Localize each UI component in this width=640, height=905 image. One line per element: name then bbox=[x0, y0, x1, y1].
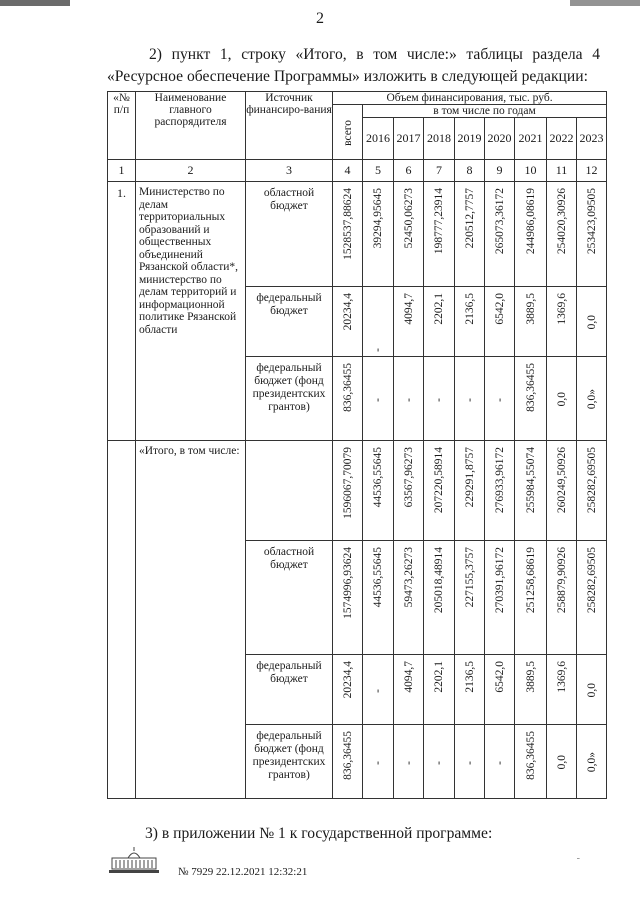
value-cell bbox=[333, 725, 363, 799]
value-cell bbox=[333, 287, 363, 357]
value-cell bbox=[455, 287, 485, 357]
value-cell bbox=[577, 541, 607, 655]
value: 258879,90926 bbox=[555, 547, 568, 614]
value-cell bbox=[485, 655, 515, 725]
value-cell bbox=[455, 541, 485, 655]
value: 3889,5 bbox=[524, 661, 537, 693]
value: 1369,6 bbox=[555, 293, 568, 325]
value: - bbox=[372, 397, 384, 402]
col-number: 9 bbox=[485, 160, 515, 182]
value-cell bbox=[424, 287, 455, 357]
value: 227155,3757 bbox=[463, 547, 476, 608]
value-cell bbox=[394, 655, 424, 725]
value: 205018,48914 bbox=[433, 547, 445, 614]
value-cell bbox=[424, 441, 455, 541]
year-2023: 2023 bbox=[577, 118, 607, 160]
value-cell bbox=[455, 725, 485, 799]
header-by-years: в том числе по годам bbox=[363, 105, 607, 118]
value: 0,0» bbox=[585, 752, 598, 773]
value-cell bbox=[485, 441, 515, 541]
value-cell bbox=[515, 287, 547, 357]
source-cell: федеральный бюджет bbox=[246, 287, 333, 357]
value: 1596067,70079 bbox=[341, 447, 354, 519]
row-number: 1. bbox=[108, 182, 136, 441]
registration-stamp: № 7929 22.12.2021 12:32:21 bbox=[178, 866, 308, 878]
row-number-empty bbox=[108, 441, 136, 799]
value: 244986,08619 bbox=[524, 188, 537, 255]
value: 6542,0 bbox=[493, 661, 506, 693]
value: 229291,8757 bbox=[463, 447, 476, 508]
header-total: всего bbox=[341, 120, 354, 146]
value-cell bbox=[485, 357, 515, 441]
header-num: «№ п/п bbox=[108, 92, 136, 160]
value: 3889,5 bbox=[524, 293, 537, 325]
value: 0,0 bbox=[555, 755, 568, 770]
value-cell bbox=[577, 725, 607, 799]
value-cell bbox=[333, 441, 363, 541]
value: 2136,5 bbox=[463, 661, 476, 693]
value: 2202,1 bbox=[433, 661, 445, 693]
value: 836,36455 bbox=[524, 731, 537, 780]
col-number: 12 bbox=[577, 160, 607, 182]
value: 2136,5 bbox=[463, 293, 476, 325]
scan-edge-mark bbox=[0, 0, 70, 6]
value-cell bbox=[394, 182, 424, 287]
value: 253423,09505 bbox=[585, 188, 598, 255]
value: 265073,36172 bbox=[493, 188, 506, 255]
col-number: 3 bbox=[246, 160, 333, 182]
value-cell bbox=[363, 725, 394, 799]
col-number: 1 bbox=[108, 160, 136, 182]
value: - bbox=[402, 397, 415, 402]
value: 63567,96273 bbox=[402, 447, 415, 508]
value-cell bbox=[485, 541, 515, 655]
value: 254020,30926 bbox=[555, 188, 568, 255]
value: 220512,7757 bbox=[463, 188, 476, 249]
value-cell bbox=[515, 182, 547, 287]
value: 0,0 bbox=[585, 683, 598, 698]
value-cell bbox=[363, 441, 394, 541]
value-cell bbox=[485, 287, 515, 357]
col-number: 2 bbox=[136, 160, 246, 182]
header-name: Наименование главного распорядителя bbox=[136, 92, 246, 160]
value-cell bbox=[333, 182, 363, 287]
value-cell bbox=[547, 182, 577, 287]
source-cell: федеральный бюджет (фонд президентских грантов) bbox=[246, 357, 333, 441]
value: 258282,69505 bbox=[585, 547, 598, 614]
col-number: 8 bbox=[455, 160, 485, 182]
value: 20234,4 bbox=[341, 293, 354, 331]
value-cell bbox=[333, 655, 363, 725]
value-cell bbox=[363, 357, 394, 441]
value-cell bbox=[424, 357, 455, 441]
value-cell bbox=[394, 541, 424, 655]
value: - bbox=[493, 760, 506, 765]
value-cell bbox=[455, 182, 485, 287]
value-cell bbox=[547, 655, 577, 725]
value: - bbox=[463, 760, 476, 765]
value: 39294,95645 bbox=[372, 188, 384, 249]
value: 260249,50926 bbox=[555, 447, 568, 514]
source-cell bbox=[246, 441, 333, 541]
value-cell bbox=[577, 182, 607, 287]
value-cell bbox=[515, 725, 547, 799]
value: 836,36455 bbox=[524, 363, 537, 412]
value: 0,0 bbox=[585, 315, 598, 330]
value-cell bbox=[547, 357, 577, 441]
source-cell: федеральный бюджет bbox=[246, 655, 333, 725]
distributor-name: Министерство по делам территориальных образований и общественных объединений Рязанской области*, министерство по делам территорий и информационной политике Рязанской области bbox=[136, 182, 246, 441]
value: 207220,58914 bbox=[433, 447, 445, 514]
header-total-cell bbox=[333, 105, 363, 160]
value-cell bbox=[547, 541, 577, 655]
value-cell bbox=[394, 357, 424, 441]
value: 836,36455 bbox=[341, 363, 354, 412]
value-cell bbox=[515, 655, 547, 725]
col-number: 4 bbox=[333, 160, 363, 182]
value: 276933,96172 bbox=[493, 447, 506, 514]
value: 836,36455 bbox=[341, 731, 354, 780]
value: - bbox=[433, 760, 445, 765]
value-cell bbox=[547, 287, 577, 357]
value-cell bbox=[394, 441, 424, 541]
value-cell bbox=[547, 441, 577, 541]
year-2020: 2020 bbox=[485, 118, 515, 160]
resource-table bbox=[107, 91, 607, 799]
value: - bbox=[433, 397, 445, 402]
value-cell bbox=[424, 655, 455, 725]
value: 255984,55074 bbox=[524, 447, 537, 514]
value-cell bbox=[424, 182, 455, 287]
year-2016: 2016 bbox=[363, 118, 394, 160]
col-number: 10 bbox=[515, 160, 547, 182]
value: - bbox=[372, 348, 384, 352]
next-item-text: 3) в приложении № 1 к государственной программе: bbox=[145, 825, 493, 842]
value-cell bbox=[333, 357, 363, 441]
value-cell bbox=[577, 287, 607, 357]
value-cell bbox=[363, 541, 394, 655]
value: 0,0 bbox=[555, 392, 568, 407]
source-cell: федеральный бюджет (фонд президентских грантов) bbox=[246, 725, 333, 799]
value: 6542,0 bbox=[493, 293, 506, 325]
value: 4094,7 bbox=[402, 661, 415, 693]
value: - bbox=[402, 760, 415, 765]
col-number: 11 bbox=[547, 160, 577, 182]
value: 258282,69505 bbox=[585, 447, 598, 514]
intro-text: 2) пункт 1, строку «Итого, в том числе:» таблицы раздела 4 «Ресурсное обеспечение Программы» изложить в следующей редакции: bbox=[107, 46, 600, 85]
value-cell bbox=[333, 541, 363, 655]
value: 1369,6 bbox=[555, 661, 568, 693]
value-cell bbox=[363, 655, 394, 725]
col-number: 7 bbox=[424, 160, 455, 182]
value: - bbox=[372, 760, 384, 765]
year-2022: 2022 bbox=[547, 118, 577, 160]
value: 1574996,93624 bbox=[341, 547, 354, 619]
year-2019: 2019 bbox=[455, 118, 485, 160]
value-cell bbox=[515, 441, 547, 541]
source-cell: областной бюджет bbox=[246, 182, 333, 287]
value: 251258,68619 bbox=[524, 547, 537, 614]
value: 44536,55645 bbox=[372, 447, 384, 508]
header-volume: Объем финансирования, тыс. руб. bbox=[333, 92, 607, 105]
value-cell bbox=[455, 655, 485, 725]
value: 270391,96172 bbox=[493, 547, 506, 614]
value: 52450,06273 bbox=[402, 188, 415, 249]
scan-edge-mark bbox=[570, 0, 640, 6]
value-cell bbox=[485, 182, 515, 287]
value-cell bbox=[455, 357, 485, 441]
col-number: 5 bbox=[363, 160, 394, 182]
value: - bbox=[493, 397, 506, 402]
value-cell bbox=[515, 541, 547, 655]
value-cell bbox=[577, 441, 607, 541]
faint-mark: - bbox=[576, 853, 580, 864]
government-building-stamp-icon bbox=[108, 846, 160, 874]
year-2021: 2021 bbox=[515, 118, 547, 160]
value-cell bbox=[424, 541, 455, 655]
value: - bbox=[463, 397, 476, 402]
year-2017: 2017 bbox=[394, 118, 424, 160]
value-cell bbox=[577, 357, 607, 441]
value-cell bbox=[455, 441, 485, 541]
table-row bbox=[108, 441, 607, 541]
value-cell bbox=[394, 725, 424, 799]
year-2018: 2018 bbox=[424, 118, 455, 160]
value: 59473,26273 bbox=[402, 547, 415, 608]
col-number: 6 bbox=[394, 160, 424, 182]
value: 2202,1 bbox=[433, 293, 445, 325]
value: 20234,4 bbox=[341, 661, 354, 699]
value: 44536,55645 bbox=[372, 547, 384, 608]
value-cell bbox=[515, 357, 547, 441]
value-cell bbox=[394, 287, 424, 357]
intro-paragraph bbox=[107, 44, 600, 88]
value-cell bbox=[363, 287, 394, 357]
table-row bbox=[108, 182, 607, 287]
page-number: 2 bbox=[316, 10, 324, 27]
value-cell bbox=[363, 182, 394, 287]
value: 0,0» bbox=[585, 389, 598, 410]
value-cell bbox=[547, 725, 577, 799]
column-number-row bbox=[108, 160, 607, 182]
value: - bbox=[372, 688, 384, 693]
value-cell bbox=[424, 725, 455, 799]
header-source: Источник финансиро-вания bbox=[246, 92, 333, 160]
value-cell bbox=[485, 725, 515, 799]
value: 1528537,88624 bbox=[341, 188, 354, 260]
source-cell: областной бюджет bbox=[246, 541, 333, 655]
value-cell bbox=[577, 655, 607, 725]
value: 198777,23914 bbox=[433, 188, 445, 255]
total-label: «Итого, в том числе: bbox=[136, 441, 246, 799]
value: 4094,7 bbox=[402, 293, 415, 325]
